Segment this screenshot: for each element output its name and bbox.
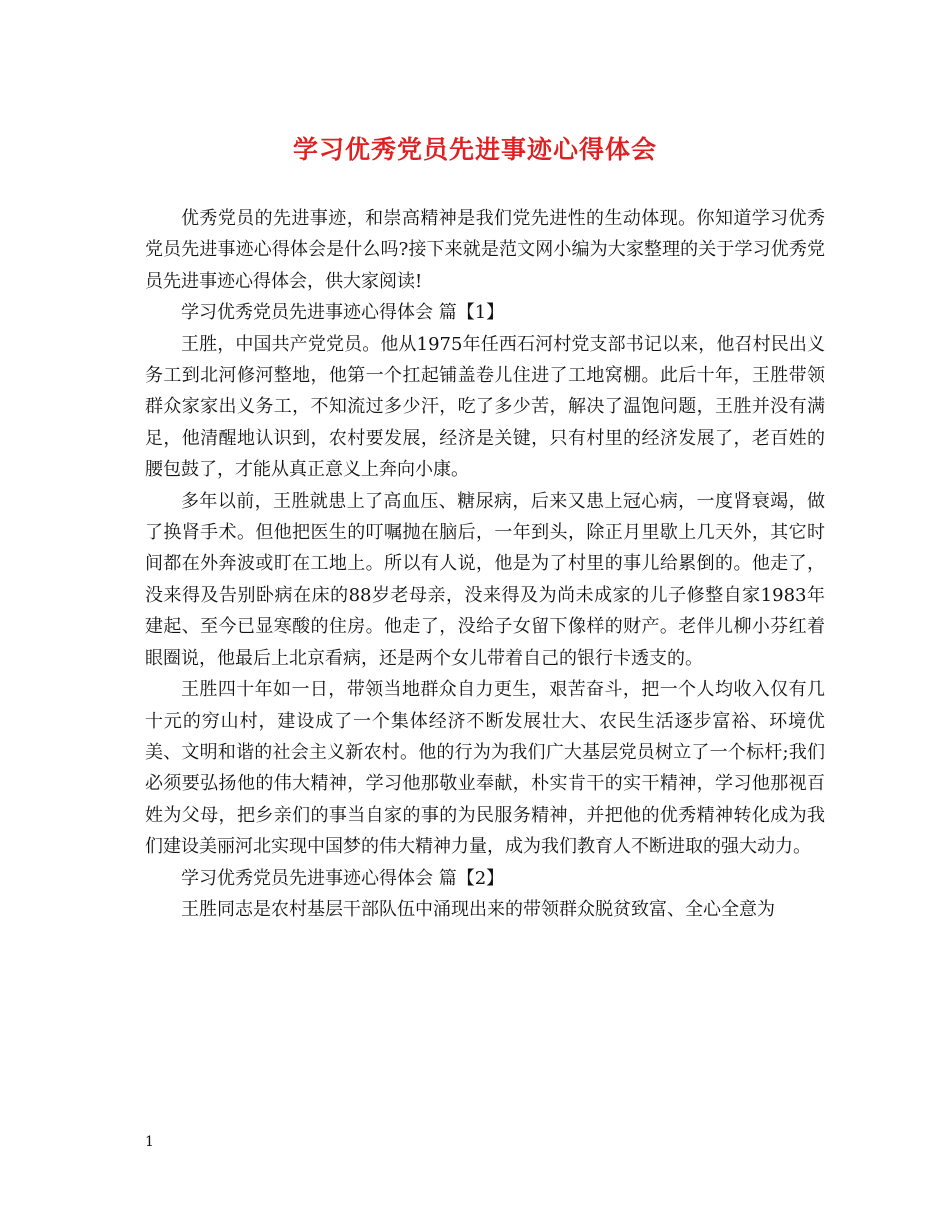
- paragraph-wang-sheng-background: 王胜，中国共产党党员。他从1975年任西石河村党支部书记以来，他召村民出义务工到北河修河整地，他第一个扛起铺盖卷儿住进了工地窝棚。此后十年，王胜带领群众家家出义务工，不知流过多少汗，吃了多少苦，解决了温饱问题，王胜并没有满足，他清醒地认识到，农村要发展，经济是关键，只有村里的经济发展了，老百姓的腰包鼓了，才能从真正意义上奔向小康。: [145, 333, 825, 481]
- paragraph-wang-sheng-spirit: 王胜四十年如一日，带领当地群众自力更生，艰苦奋斗，把一个人均收入仅有几十元的穷山村，建设成了一个集体经济不断发展壮大、农民生活逐步富裕、环境优美、文明和谐的社会主义新农村。他的行为为我们广大基层党员树立了一个标杆;我们必须要弘扬他的伟大精神，学习他那敬业奉献，朴实肯干的实干精神，学习他那视百姓为父母，把乡亲们的事当自家的事的为民服务精神，并把他的优秀精神转化成为我们建设美丽河北实现中国梦的伟大精神力量，成为我们教育人不断进取的强大动力。: [145, 679, 825, 858]
- document-body: [145, 203, 825, 925]
- document-title: 学习优秀党员先进事迹心得体会: [292, 135, 657, 164]
- paragraph-section-2-start: 王胜同志是农村基层干部队伍中涌现出来的带领群众脱贫致富、全心全意为: [181, 898, 775, 920]
- paragraph-wang-sheng-illness: 多年以前，王胜就患上了高血压、糖尿病，后来又患上冠心病，一度肾衰竭，做了换肾手术。但他把医生的叮嘱抛在脑后，一年到头，除正月里歇上几天外，其它时间都在外奔波或盯在工地上。所以有人说，他是为了村里的事儿给累倒的。他走了，没来得及告别卧病在床的88岁老母亲，没来得及为尚未成家的儿子修整自家1983年建起、至今已显寒酸的住房。他走了，没给子女留下像样的财产。老伴儿柳小芬红着眼圈说，他最后上北京看病，还是两个女儿带着自己的银行卡透支的。: [145, 490, 825, 669]
- section-heading-1: 学习优秀党员先进事迹心得体会 篇【1】: [181, 302, 505, 324]
- section-heading-2: 学习优秀党员先进事迹心得体会 篇【2】: [181, 867, 505, 889]
- page-number: 1: [145, 1134, 154, 1150]
- paragraph-intro: 优秀党员的先进事迹，和崇高精神是我们党先进性的生动体现。你知道学习优秀党员先进事迹心得体会是什么吗?接下来就是范文网小编为大家整理的关于学习优秀党员先进事迹心得体会，供大家阅读!: [145, 208, 825, 292]
